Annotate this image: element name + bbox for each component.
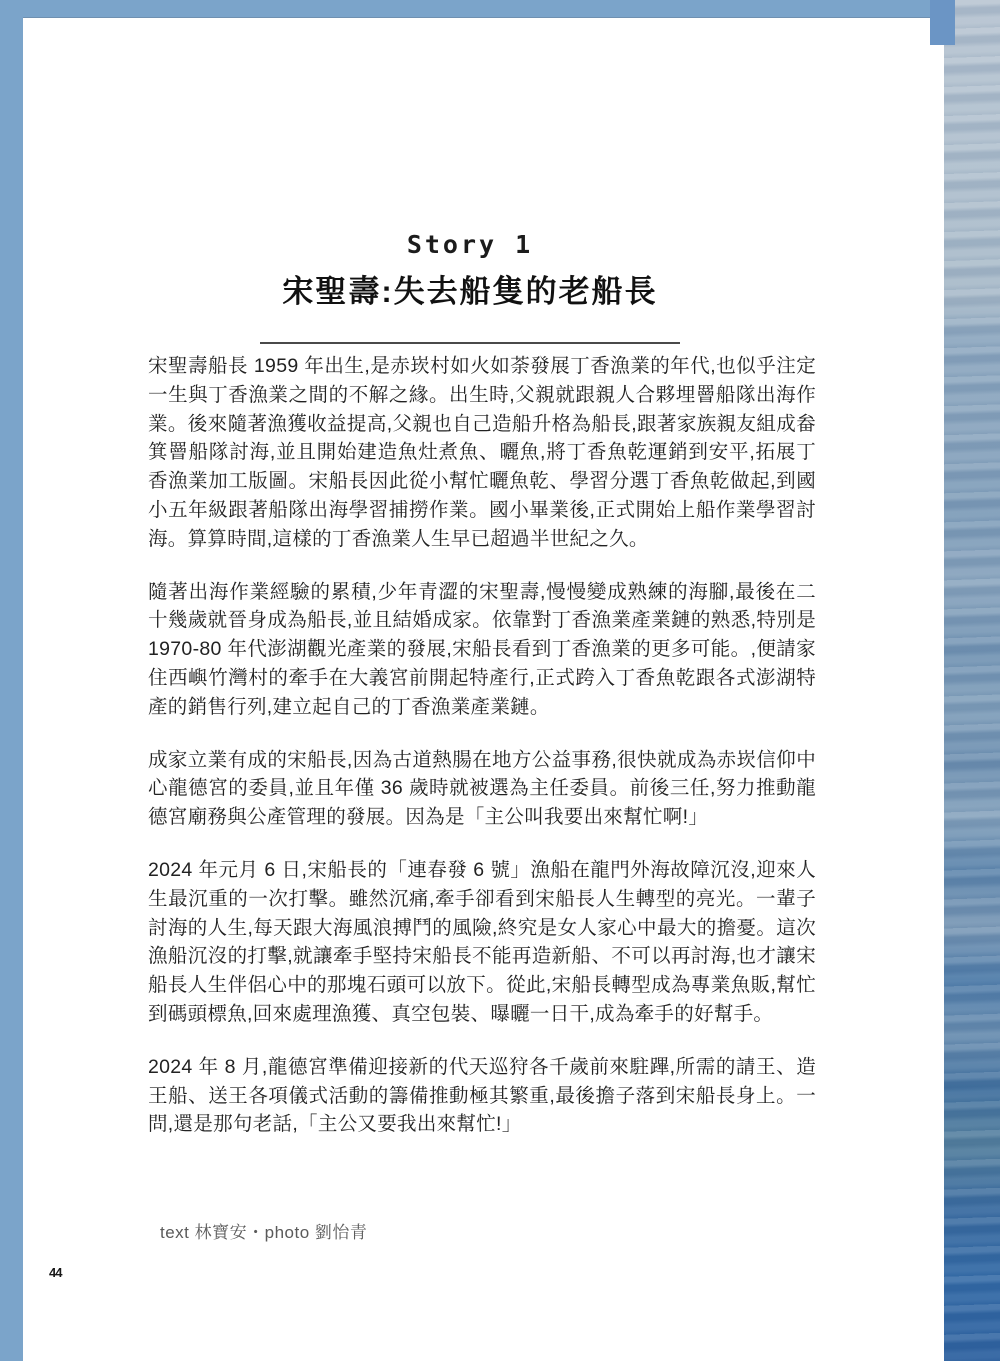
- page-frame-top-bar: [0, 0, 946, 18]
- page-frame-left-bar: [0, 0, 23, 1361]
- title-block: [103, 230, 837, 344]
- body-paragraph: 隨著出海作業經驗的累積,少年青澀的宋聖壽,慢慢變成熟練的海腳,最後在二十幾歲就晉身成為船長,並且結婚成家。依靠對丁香漁業產業鏈的熟悉,特別是 1970-80 年代澎湖觀光產業的發展,宋船長看到丁香漁業的更多可能。,便請家住西嶼竹灣村的牽手在大義宮前開起特產行,正式跨入丁香魚乾跟各式澎湖特產的銷售行列,建立起自己的丁香漁業產業鏈。: [148, 580, 816, 718]
- story-label: Story 1: [406, 230, 534, 259]
- body-paragraph: 成家立業有成的宋船長,因為古道熱腸在地方公益事務,很快就成為赤崁信仰中心龍德宮的委員,並且年僅 36 歲時就被選為主任委員。前後三任,努力推動龍德宮廟務與公產管理的發展。因為是「主公叫我要出來幫忙啊!」: [148, 748, 816, 829]
- page-number: 44: [49, 1265, 62, 1280]
- body-paragraph: 宋聖壽船長 1959 年出生,是赤崁村如火如荼發展丁香漁業的年代,也似乎注定一生與丁香漁業之間的不解之緣。出生時,父親就跟親人合夥埋罾船隊出海作業。後來隨著漁獲收益提高,父親也自己造船升格為船長,跟著家族親友組成畚箕罾船隊討海,並且開始建造魚灶煮魚、曬魚,將丁香魚乾運銷到安平,拓展丁香漁業加工版圖。宋船長因此從小幫忙曬魚乾、學習分選丁香魚乾做起,到國小五年級跟著船隊出海學習捕撈作業。國小畢業後,正式開始上船作業學習討海。算算時間,這樣的丁香漁業人生早已超過半世紀之久。: [148, 355, 816, 550]
- page-title: 宋聖壽:失去船隻的老船長: [282, 274, 658, 309]
- body-paragraph: 2024 年 8 月,龍德宮準備迎接新的代天巡狩各千歲前來駐蹕,所需的請王、造王船、送王各項儀式活動的籌備推動極其繁重,最後擔子落到宋船長身上。一問,還是那句老話,「主公又要我出來幫忙!」: [148, 1055, 816, 1136]
- article-body: [148, 352, 816, 1163]
- book-page: [23, 18, 941, 1361]
- title-divider: [260, 342, 680, 344]
- ocean-photo-strip: [944, 0, 1000, 1361]
- credit-line: text 林寶安・photo 劉怡青: [160, 1223, 368, 1242]
- body-paragraph: 2024 年元月 6 日,宋船長的「連春發 6 號」漁船在龍門外海故障沉沒,迎來人生最沉重的一次打擊。雖然沉痛,牽手卻看到宋船長人生轉型的亮光。一輩子討海的人生,每天跟大海風浪搏鬥的風險,終究是女人家心中最大的擔憂。這次漁船沉沒的打擊,就讓牽手堅持宋船長不能再造新船、不可以再討海,也才讓宋船長人生伴侶心中的那塊石頭可以放下。從此,宋船長轉型成為專業魚販,幫忙到碼頭標魚,回來處理漁獲、真空包裝、曝曬一日干,成為牽手的好幫手。: [148, 858, 816, 1025]
- frame-corner-accent: [930, 0, 955, 45]
